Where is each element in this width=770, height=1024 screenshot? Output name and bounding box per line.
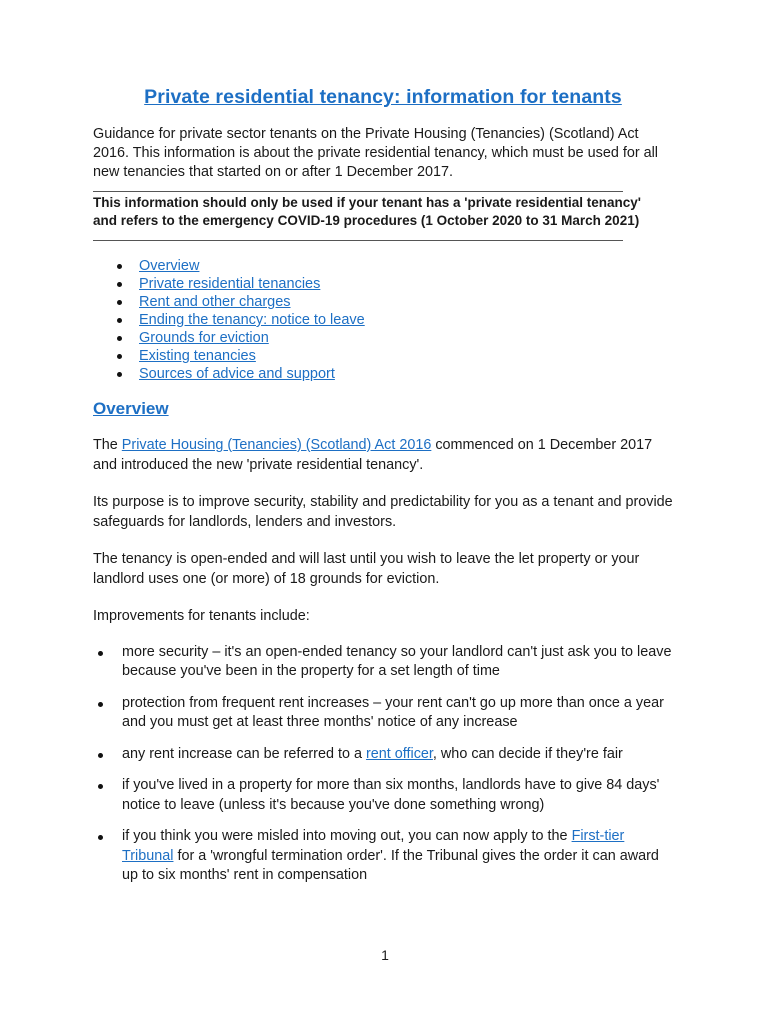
toc-item <box>93 347 673 365</box>
toc-link-overview[interactable]: Overview <box>139 258 200 274</box>
toc-item <box>93 365 673 383</box>
text-span: commenced on 1 December 2017 and introduced the new 'private residential tenancy'. <box>93 437 653 473</box>
toc-link-sources-of-advice[interactable]: Sources of advice and support <box>139 366 335 382</box>
first-tier-tribunal-link[interactable]: First-tier Tribunal <box>122 828 625 864</box>
text-span: , who can decide if they're fair <box>432 745 623 762</box>
rent-officer-link[interactable]: rent officer <box>365 745 433 762</box>
toc-item <box>93 275 673 293</box>
toc-link-existing-tenancies[interactable]: Existing tenancies <box>139 348 256 364</box>
list-item: protection from frequent rent increases – your rent can't go up more than once a year and you must get at least three months' notice of any increase <box>93 694 673 733</box>
intro-paragraph: Guidance for private sector tenants on the Private Housing (Tenancies) (Scotland) Act 2016. This information is about the private residential tenancy, which must be used for all new tenancies that started on or after 1 December 2017. <box>93 126 659 180</box>
toc-item <box>93 293 673 311</box>
toc-item <box>93 257 673 275</box>
divider-bottom <box>93 240 623 241</box>
text-span: if you think you were misled into moving out, you can now apply to the <box>122 828 572 844</box>
text-span: any rent increase can be referred to a <box>122 745 366 762</box>
divider-top <box>93 191 623 192</box>
toc-item <box>93 311 673 329</box>
list-item <box>93 827 673 886</box>
toc-link-private-residential-tenancies[interactable]: Private residential tenancies <box>139 276 321 292</box>
act-2016-link[interactable]: Private Housing (Tenancies) (Scotland) Act 2016 <box>121 437 432 453</box>
toc-link-ending-the-tenancy[interactable]: Ending the tenancy: notice to leave <box>139 312 365 328</box>
toc-item <box>93 329 673 347</box>
improvements-list <box>93 643 673 886</box>
overview-paragraph-3: The tenancy is open-ended and will last until you wish to leave the let property or your landlord uses one (or more) of 18 grounds for eviction. <box>93 551 640 587</box>
overview-heading: Overview <box>93 399 169 418</box>
covid-notice: This information should only be used if your tenant has a 'private residential tenancy' and refers to the emergency COVID-19 procedures (1 October 2020 to 31 March 2021) <box>93 195 642 228</box>
overview-paragraph-1 <box>93 436 673 475</box>
page-number: 1 <box>381 947 389 963</box>
document-page <box>93 86 673 898</box>
toc-link-grounds-for-eviction[interactable]: Grounds for eviction <box>139 330 269 346</box>
overview-paragraph-2: Its purpose is to improve security, stability and predictability for you as a tenant and provide safeguards for landlords, lenders and investors. <box>93 494 673 530</box>
list-item: more security – it's an open-ended tenancy so your landlord can't just ask you to leave because you've been in the property for a set length of time <box>93 643 673 682</box>
list-item <box>93 745 673 765</box>
list-item: if you've lived in a property for more than six months, landlords have to give 84 days' notice to leave (unless it's because you've done something wrong) <box>93 776 673 815</box>
overview-paragraph-4: Improvements for tenants include: <box>93 608 310 624</box>
toc-link-rent-and-other-charges[interactable]: Rent and other charges <box>139 294 291 310</box>
table-of-contents <box>93 257 673 383</box>
text-span: The <box>93 437 122 453</box>
text-span: for a 'wrongful termination order'. If the Tribunal gives the order it can award up to six months' rent in compensation <box>122 847 659 883</box>
page-title: Private residential tenancy: information for tenants <box>144 86 622 108</box>
